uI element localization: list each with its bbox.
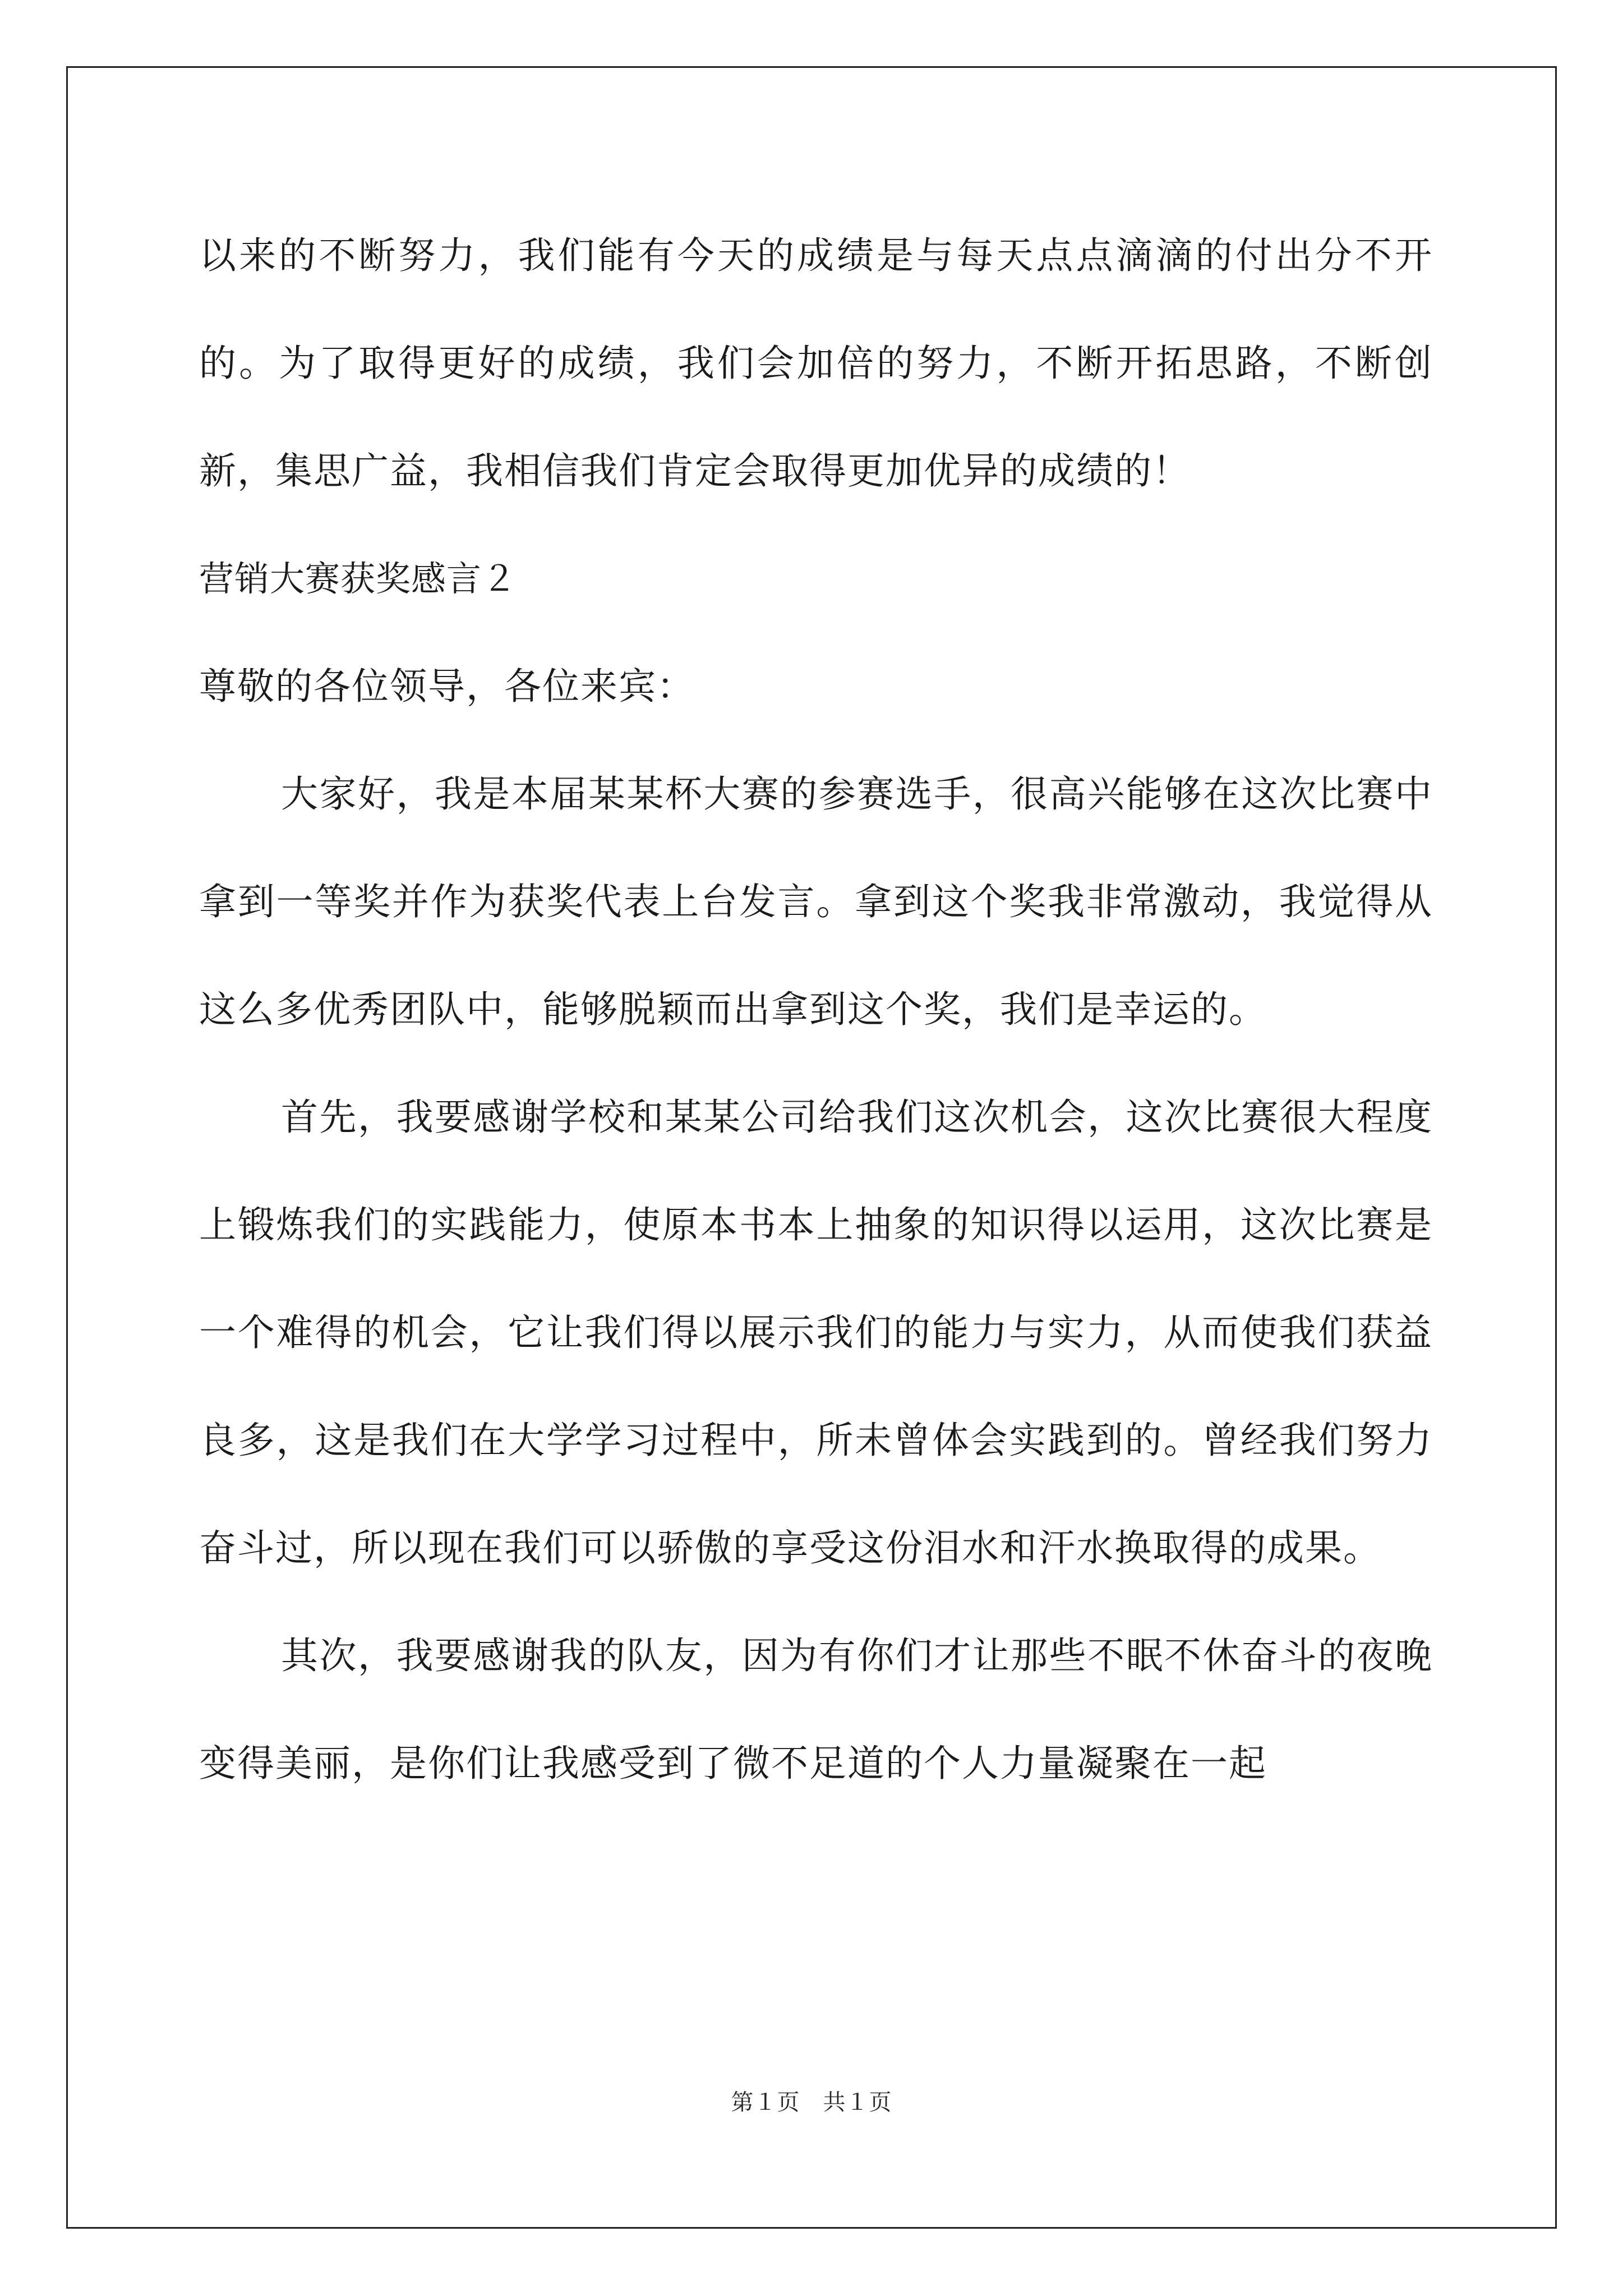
paragraph-thanks-school: 首先，我要感谢学校和某某公司给我们这次机会，这次比赛很大程度上锻炼我们的实践能力，使原本书本上抽象的知识得以运用，这次比赛是一个难得的机会，它让我们得以展示我们的能力与实力，从而使我们获益良多，这是我们在大学学习过程中，所未曾体会实践到的。曾经我们努力奋斗过，所以现在我们可以骄傲的享受这份泪水和汗水换取得的成果。 (199, 1096, 1433, 1570)
section-heading: 营销大赛获奖感言２ (199, 558, 518, 599)
page-footer: 第１页 共１页 (731, 2090, 892, 2115)
salutation: 尊敬的各位领导，各位来宾： (199, 665, 695, 708)
document-body (199, 202, 1433, 1818)
paragraph-greeting: 大家好，我是本届某某杯大赛的参赛选手，很高兴能够在这次比赛中拿到一等奖并作为获奖代表上台发言。拿到这个奖我非常激动，我觉得从这么多优秀团队中，能够脱颖而出拿到这个奖，我们是幸运的。 (199, 772, 1433, 1031)
paragraph-continuation: 以来的不断努力，我们能有今天的成绩是与每天点点滴滴的付出分不开的。为了取得更好的成绩，我们会加倍的努力，不断开拓思路，不断创新，集思广益，我相信我们肯定会取得更加优异的成绩的！ (199, 234, 1433, 493)
paragraph-thanks-team: 其次，我要感谢我的队友，因为有你们才让那些不眠不休奋斗的夜晚变得美丽，是你们让我感受到了微不足道的个人力量凝聚在一起 (199, 1634, 1433, 1785)
